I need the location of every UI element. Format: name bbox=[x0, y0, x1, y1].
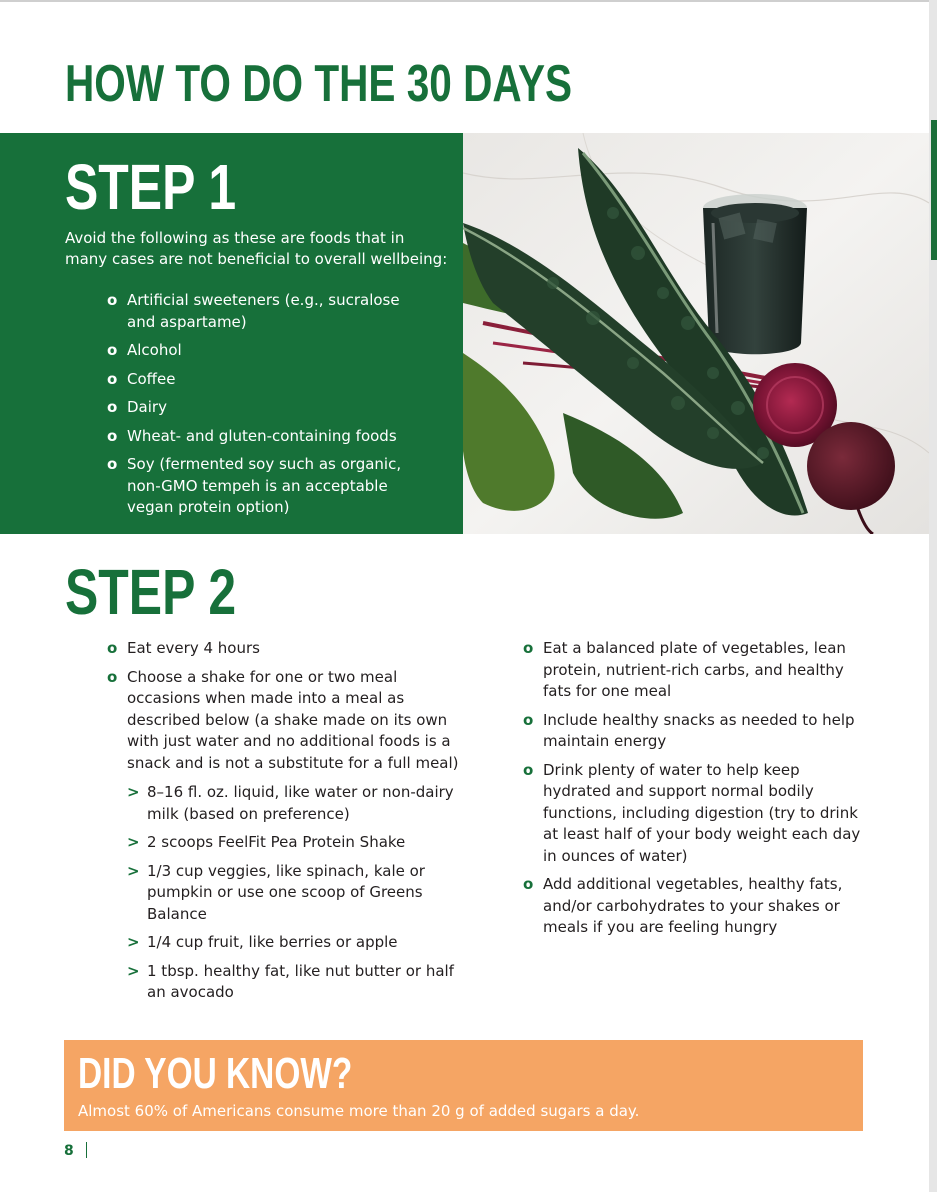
list-item bbox=[107, 426, 427, 448]
step2-heading: STEP 2 bbox=[65, 556, 237, 628]
step2-right-list bbox=[523, 638, 863, 939]
chevron-right-icon: > bbox=[127, 783, 140, 801]
page-title: HOW TO DO THE 30 DAYS bbox=[65, 55, 573, 113]
sub-list-item bbox=[127, 782, 462, 825]
list-item bbox=[523, 874, 863, 939]
sub-list-item-text: 1/4 cup fruit, like berries or apple bbox=[147, 933, 398, 951]
bullet-icon: o bbox=[107, 639, 118, 657]
kale-beet-greens-photo bbox=[463, 133, 929, 534]
top-border bbox=[0, 0, 937, 2]
step1-avoid-list bbox=[107, 290, 427, 526]
bullet-icon: o bbox=[523, 710, 534, 729]
step1-intro: Avoid the following as these are foods that in many cases are not beneficial to overall wellbeing: bbox=[65, 229, 448, 268]
bullet-icon: o bbox=[107, 398, 118, 416]
list-item bbox=[107, 290, 427, 333]
sub-list-item bbox=[127, 961, 462, 1004]
step1-panel bbox=[0, 133, 463, 534]
bullet-icon: o bbox=[107, 667, 118, 686]
chevron-right-icon: > bbox=[127, 961, 140, 980]
list-item bbox=[107, 454, 427, 519]
step2-left-column bbox=[107, 638, 462, 1011]
list-item-text: Add additional vegetables, healthy fats, and/or carbohydrates to your shakes or meals if you are feeling hungry bbox=[543, 875, 843, 936]
bullet-icon: o bbox=[523, 875, 534, 893]
page-edge-tab bbox=[931, 120, 937, 260]
list-item bbox=[107, 397, 427, 419]
sub-list-item-text: 2 scoops FeelFit Pea Protein Shake bbox=[147, 833, 406, 851]
sub-list-item bbox=[127, 832, 462, 854]
bullet-icon: o bbox=[523, 760, 534, 779]
list-item bbox=[107, 369, 427, 391]
list-item-text: Coffee bbox=[127, 369, 176, 388]
step2-left-list bbox=[107, 638, 462, 1004]
did-you-know-text: Almost 60% of Americans consume more than 20 g of added sugars a day. bbox=[78, 1102, 640, 1120]
list-item-text: Eat every 4 hours bbox=[127, 639, 260, 657]
list-item bbox=[523, 760, 863, 868]
bullet-icon: o bbox=[523, 639, 534, 657]
bullet-icon: o bbox=[107, 369, 118, 388]
list-item-text: Dairy bbox=[127, 398, 167, 416]
list-item bbox=[107, 340, 427, 362]
did-you-know-callout bbox=[64, 1040, 863, 1131]
list-item bbox=[107, 638, 462, 660]
shake-recipe-list bbox=[127, 782, 462, 1004]
page-number: 8 bbox=[64, 1143, 74, 1159]
list-item-text: Choose a shake for one or two meal occasions when made into a meal as described below (a shake made on its own with just water and no additional foods is a snack and is not a substitute for a full meal) bbox=[127, 667, 459, 772]
bullet-icon: o bbox=[107, 291, 118, 309]
sub-list-item-text: 1/3 cup veggies, like spinach, kale or pumpkin or use one scoop of Greens Balance bbox=[147, 861, 425, 923]
chevron-right-icon: > bbox=[127, 933, 140, 951]
bullet-icon: o bbox=[107, 341, 118, 359]
list-item bbox=[523, 638, 863, 703]
list-item-text: Soy (fermented soy such as organic, non-GMO tempeh is an acceptable vegan protein option) bbox=[127, 455, 402, 516]
list-item bbox=[107, 667, 462, 1004]
page-number-divider bbox=[86, 1142, 87, 1158]
did-you-know-title: DID YOU KNOW? bbox=[78, 1049, 353, 1098]
list-item-text: Artificial sweeteners (e.g., sucralose and aspartame) bbox=[127, 291, 400, 331]
step2-right-column bbox=[523, 638, 863, 946]
list-item bbox=[523, 710, 863, 753]
sub-list-item-text: 8–16 fl. oz. liquid, like water or non-dairy milk (based on preference) bbox=[147, 783, 454, 823]
list-item-text: Include healthy snacks as needed to help maintain energy bbox=[543, 710, 855, 750]
sub-list-item bbox=[127, 861, 462, 926]
chevron-right-icon: > bbox=[127, 861, 140, 880]
sub-list-item bbox=[127, 932, 462, 954]
list-item-text: Drink plenty of water to help keep hydrated and support normal bodily functions, including digestion (try to drink at least half of your body weight each day in ounces of water) bbox=[543, 760, 861, 865]
sub-list-item-text: 1 tbsp. healthy fat, like nut butter or half an avocado bbox=[147, 961, 454, 1001]
list-item-text: Eat a balanced plate of vegetables, lean protein, nutrient-rich carbs, and healthy fats for one meal bbox=[543, 639, 846, 700]
bullet-icon: o bbox=[107, 455, 118, 473]
list-item-text: Alcohol bbox=[127, 341, 182, 359]
chevron-right-icon: > bbox=[127, 833, 140, 851]
step1-heading: STEP 1 bbox=[65, 151, 237, 223]
bullet-icon: o bbox=[107, 426, 118, 445]
list-item-text: Wheat- and gluten-containing foods bbox=[127, 426, 397, 445]
